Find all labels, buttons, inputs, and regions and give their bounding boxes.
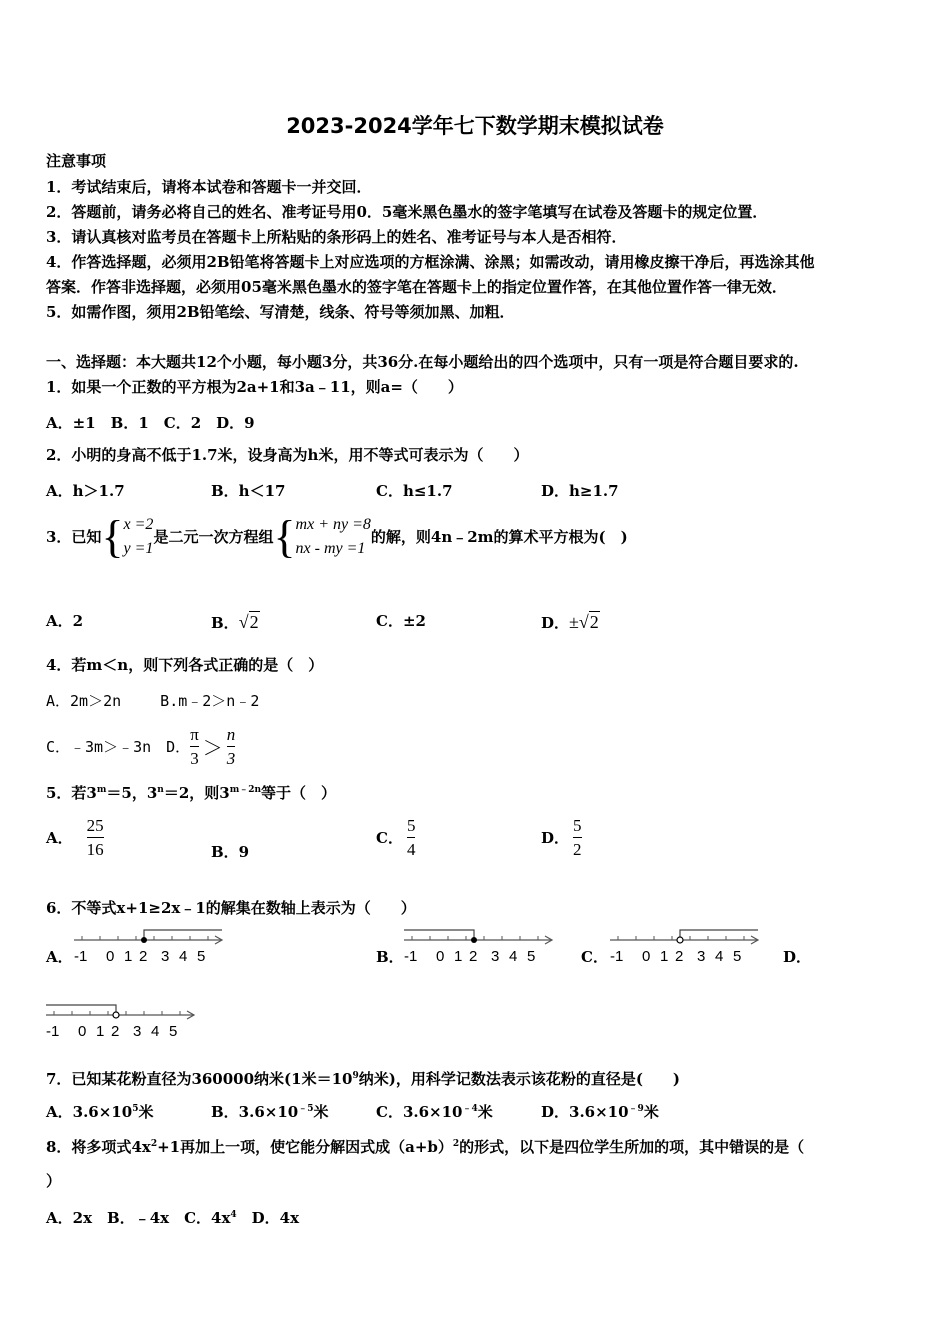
left-brace: { [101, 511, 124, 562]
note-item: 3．请认真核对监考员在答题卡上所粘贴的条形码上的姓名、准考证号与本人是否相符． [46, 228, 627, 246]
notes-heading: 注意事项 [46, 152, 107, 170]
tick-label: 0 [78, 1023, 87, 1040]
question-5-stem [46, 781, 336, 802]
tick-label: -1 [610, 948, 624, 965]
question-3-pre: 3．已知 [46, 528, 102, 546]
note-item: 答案．作答非选择题，必须用05毫米黑色墨水的签字笔在答题卡上的指定位置作答，在其他位置作答一律无效． [46, 278, 787, 296]
tick-label: 3 [491, 948, 500, 965]
fraction [87, 816, 104, 859]
number-line-a [72, 928, 227, 972]
note-item: 1．考试结束后，请将本试卷和答题卡一并交回． [46, 178, 372, 196]
fraction [573, 816, 582, 859]
tick-label: 1 [124, 948, 133, 965]
fraction [407, 816, 416, 859]
tick-label: 2 [469, 948, 478, 965]
question-3-option-a: A．2 [46, 612, 84, 630]
stem-text: 5．若3 [46, 784, 97, 802]
question-4-options-cd [46, 725, 235, 768]
sqrt-expression: √2 [238, 612, 259, 632]
option-text: B．3.6×10 [211, 1103, 299, 1121]
tick-label: 0 [436, 948, 445, 965]
tick-label: 2 [139, 948, 148, 965]
question-7-stem [46, 1067, 680, 1088]
question-7-option-d [541, 1101, 659, 1122]
tick-label: 2 [675, 948, 684, 965]
option-label: D． [541, 614, 570, 632]
exponent: 4 [230, 1210, 237, 1220]
numerator: 25 [86, 816, 104, 835]
exponent: m [96, 785, 107, 795]
system-line: y =1 [123, 540, 154, 557]
denominator: 3 [190, 749, 199, 768]
radicand: 2 [249, 612, 259, 632]
question-5-option-d [541, 816, 582, 859]
sqrt-expression: ±√2 [569, 612, 599, 632]
question-4-options-ab: A．2m＞2n B.m﹣2＞n﹣2 [46, 692, 260, 710]
stem-text: 7．已知某花粉直径为360000纳米(1米＝10 [46, 1070, 353, 1088]
stem-text: ＝2，则3 [163, 784, 230, 802]
question-8-stem-cont: ） [46, 1172, 62, 1190]
option-text: C．3.6×10 [376, 1103, 463, 1121]
tick-label: 3 [133, 1023, 142, 1040]
greater-than: ＞ [202, 738, 223, 760]
number-line-svg [608, 928, 763, 968]
number-line-c [608, 928, 763, 972]
left-brace: { [273, 511, 296, 562]
tick-label: 5 [527, 948, 536, 965]
exponent: m﹣2n [229, 785, 262, 795]
question-6-stem: 6．不等式x+1≥2x﹣1的解集在数轴上表示为（ ） [46, 899, 416, 917]
system-line: mx + ny =8 [295, 516, 371, 533]
tick-label: 1 [454, 948, 463, 965]
unit: 米 [643, 1103, 659, 1121]
tick-label: 3 [161, 948, 170, 965]
stem-text: 8．将多项式4x [46, 1138, 151, 1156]
question-2-option-d: D．h≥1.7 [541, 482, 619, 500]
numerator: π [190, 725, 199, 744]
unit: 米 [477, 1103, 493, 1121]
option-label: C． [376, 829, 403, 847]
tick-label: -1 [46, 1023, 60, 1040]
question-2-option-a: A．h＞1.7 [46, 482, 125, 500]
fraction [227, 725, 236, 768]
question-8-options [46, 1207, 299, 1228]
tick-label: 1 [660, 948, 669, 965]
question-3-option-c: C．±2 [376, 612, 426, 630]
unit: 米 [313, 1103, 329, 1121]
exponent: 9 [352, 1071, 359, 1081]
tick-labels [404, 948, 535, 965]
question-5-option-c [376, 816, 415, 859]
tick-label: 4 [151, 1023, 160, 1040]
question-7-option-a [46, 1101, 153, 1122]
question-3-option-d [541, 598, 600, 633]
tick-label: 0 [106, 948, 115, 965]
exponent: ﹣5 [298, 1104, 314, 1114]
question-6-option-d: D． [783, 948, 812, 966]
question-3-option-b [211, 598, 260, 633]
exponent: ﹣9 [628, 1104, 644, 1114]
plus-minus: ± [569, 612, 579, 632]
stem-text: 的形式，以下是四位学生所加的项，其中错误的是（ [459, 1138, 805, 1156]
tick-label: -1 [74, 948, 88, 965]
option-text: D．4x [236, 1209, 300, 1227]
option-label: B． [211, 614, 239, 632]
system-line: x =2 [123, 516, 154, 533]
question-3-stem [46, 513, 628, 561]
stem-text: ＝5，3 [106, 784, 158, 802]
tick-label: 0 [642, 948, 651, 965]
denominator: 4 [406, 840, 416, 859]
tick-label: 3 [697, 948, 706, 965]
denominator: 3 [226, 749, 236, 768]
tick-label: 2 [111, 1023, 120, 1040]
denominator: 16 [86, 840, 104, 859]
tick-label: 4 [715, 948, 724, 965]
question-2-option-b: B．h＜17 [211, 482, 286, 500]
solution-system [124, 513, 154, 561]
section-heading: 一、选择题：本大题共12个小题，每小题3分，共36分.在每小题给出的四个选项中，只有一项是符合题目要求的. [46, 353, 799, 371]
tick-labels [46, 1023, 177, 1040]
option-label: D． [541, 829, 570, 847]
denominator: 2 [573, 840, 582, 859]
note-item: 2．答题前，请务必将自己的姓名、准考证号用0．5毫米黑色墨水的签字笔填写在试卷及答题卡的规定位置． [46, 203, 768, 221]
tick-label: 5 [197, 948, 206, 965]
exponent: n [157, 785, 164, 795]
question-7-option-b [211, 1101, 329, 1122]
exponent: ﹣4 [462, 1104, 478, 1114]
option-text: D．3.6×10 [541, 1103, 629, 1121]
numerator: 5 [573, 816, 582, 835]
stem-text: 纳米)，用科学记数法表示该花粉的直径是( ) [358, 1070, 681, 1088]
question-6-option-b: B． [376, 948, 404, 966]
tick-label: 4 [509, 948, 518, 965]
option-text: A．3.6×10 [46, 1103, 133, 1121]
option-text: C．﹣3m＞﹣3n D． [46, 738, 191, 756]
number-line-svg [72, 928, 227, 968]
question-1-stem: 1．如果一个正数的平方根为2a+1和3a﹣11，则a=（ ） [46, 378, 463, 396]
unit: 米 [138, 1103, 154, 1121]
tick-label: 5 [169, 1023, 178, 1040]
stem-text: 等于（ ） [261, 784, 337, 802]
question-3-post: 的解，则4n﹣2m的算术平方根为( ) [370, 528, 628, 546]
stem-text: +1再加上一项，使它能分解因式成（a+b） [157, 1138, 453, 1156]
tick-label: 4 [179, 948, 188, 965]
tick-labels [74, 948, 205, 965]
question-2-stem: 2．小明的身高不低于1.7米，设身高为h米，用不等式可表示为（ ） [46, 446, 529, 464]
note-item: 5．如需作图，须用2B铅笔绘、写清楚，线条、符号等须加黑、加粗． [46, 303, 515, 321]
question-4-stem: 4．若m＜n，则下列各式正确的是（ ） [46, 656, 324, 674]
number-line-d [44, 1003, 199, 1047]
number-line-b [402, 928, 557, 972]
number-line-svg [44, 1003, 199, 1043]
tick-label: 5 [733, 948, 742, 965]
numerator: n [226, 725, 236, 744]
question-1-options: A．±1 B．1 C．2 D．9 [46, 414, 255, 432]
exponent: 2 [452, 1139, 460, 1149]
option-text: A．2x B．﹣4x C．4x [46, 1209, 231, 1227]
fraction [190, 725, 199, 768]
question-6-option-c: C． [581, 948, 608, 966]
equation-system [296, 513, 371, 561]
question-6-option-a: A． [46, 948, 73, 966]
exponent: 5 [132, 1104, 139, 1114]
question-5-option-b: B．9 [211, 843, 250, 861]
system-line: nx - my =1 [295, 540, 366, 557]
tick-label: -1 [404, 948, 418, 965]
tick-label: 1 [96, 1023, 105, 1040]
exponent: 2 [150, 1139, 158, 1149]
number-line-svg [402, 928, 557, 968]
question-5-option-a [46, 816, 104, 859]
radicand: 2 [589, 612, 599, 632]
question-2-option-c: C．h≤1.7 [376, 482, 453, 500]
numerator: 5 [406, 816, 416, 835]
question-3-mid: 是二元一次方程组 [153, 528, 274, 546]
question-8-stem [46, 1135, 804, 1156]
note-item: 4．作答选择题，必须用2B铅笔将答题卡上对应选项的方框涂满、涂黑；如需改动，请用橡皮擦干净后，再选涂其他 [46, 253, 815, 271]
tick-labels [610, 948, 741, 965]
page-title: 2023-2024学年七下数学期末模拟试卷 [286, 114, 664, 138]
question-7-option-c [376, 1101, 493, 1122]
option-label: A． [46, 829, 73, 847]
